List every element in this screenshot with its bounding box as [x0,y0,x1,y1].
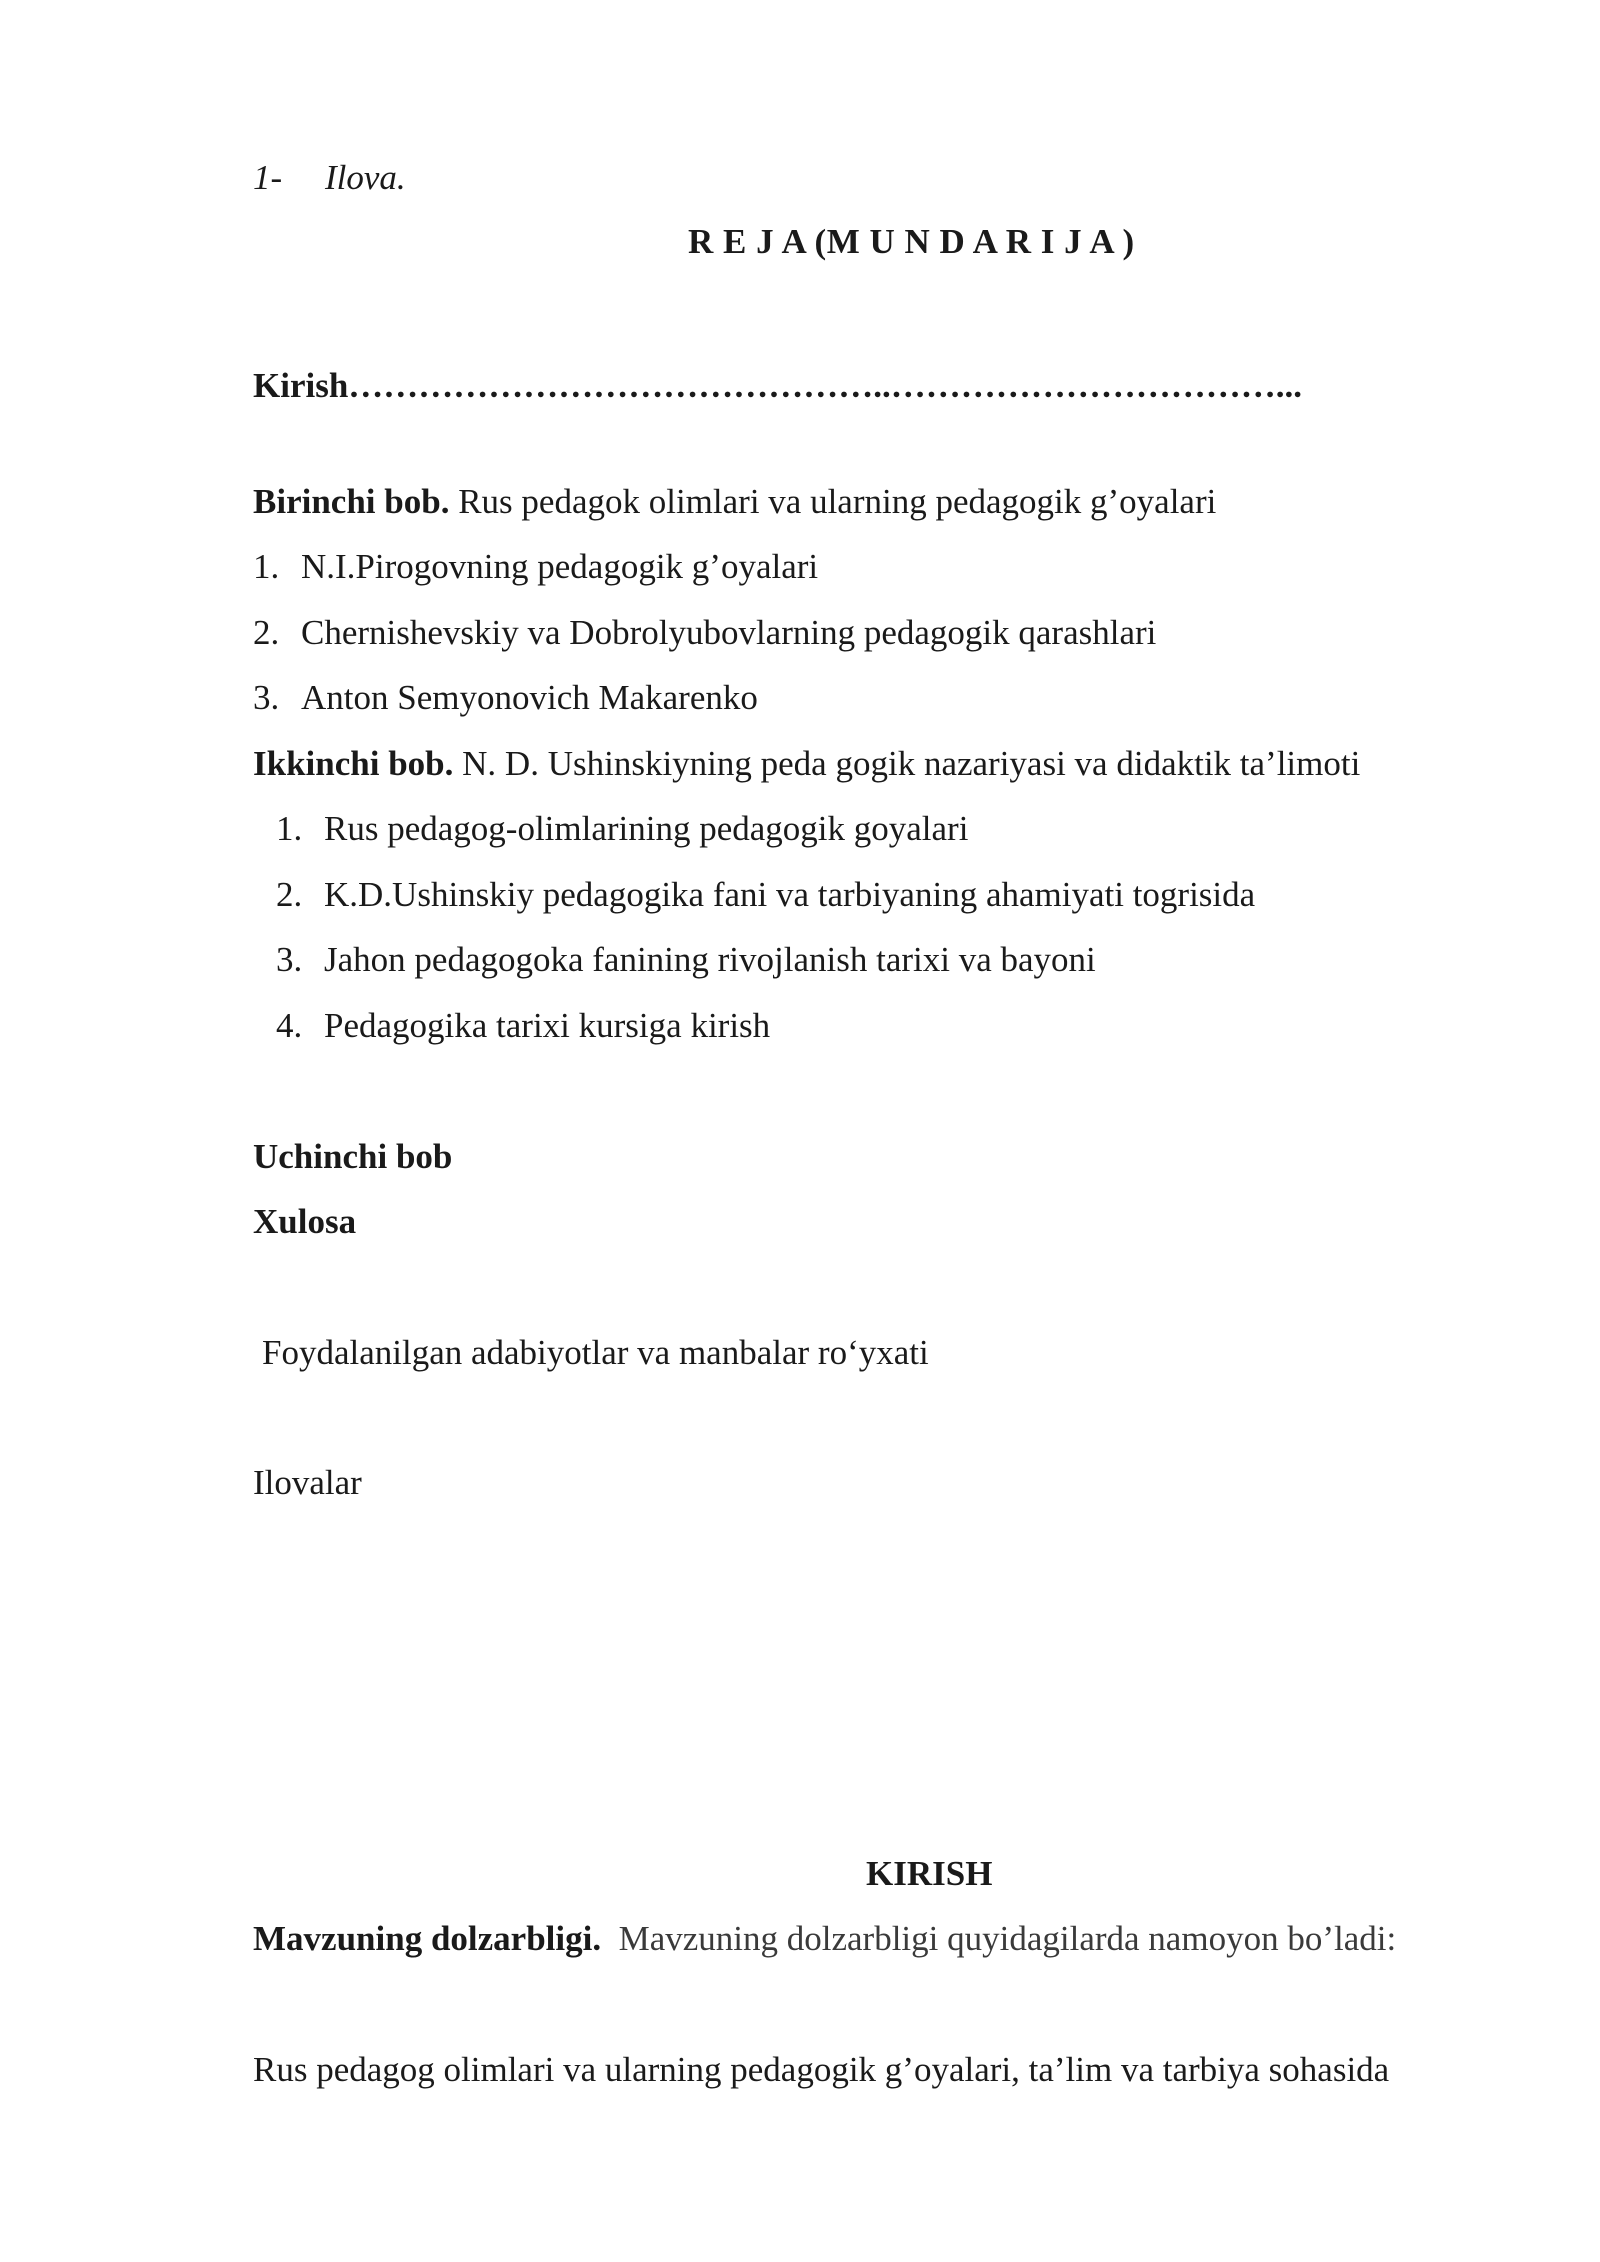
section-heading-kirish: KIRISH [866,1854,993,1893]
chapter-1-label: Birinchi bob. [253,482,450,521]
ilova-label: Ilova. [325,158,406,197]
list-item-text: Chernishevskiy va Dobrolyubovlarning pedagogik qarashlari [301,613,1157,652]
list-item [276,811,968,846]
list-item [253,615,1156,650]
list-item-number: 2. [253,613,280,652]
toc-appendices: Ilovalar [253,1463,362,1502]
ilova-header [253,160,406,195]
list-item-text: K.D.Ushinskiy pedagogika fani va tarbiyaning ahamiyati togrisida [324,875,1256,914]
relevance-text: Mavzuning dolzarbligi quyidagilarda namoyon bo’ladi: [618,1919,1397,1958]
toc-chapter-2 [253,746,1360,781]
list-item-number: 3. [276,940,303,979]
list-item-number: 3. [253,678,280,717]
list-item-text: Jahon pedagogoka fanining rivojlanish tarixi va bayoni [324,940,1096,979]
list-item-number: 2. [276,875,303,914]
page-title: R E J A (M U N D A R I J A ) [688,222,1135,261]
relevance-line [253,1921,1396,1956]
toc-kirish-leader: ………………………………………..……………………………... [348,366,1303,405]
chapter-2-title: N. D. Ushinskiyning peda gogik nazariyasi va didaktik ta’limoti [462,744,1361,783]
toc-chapter-3: Uchinchi bob [253,1137,453,1176]
ilova-number: 1- [253,158,283,197]
list-item [276,877,1255,912]
list-item [253,549,818,584]
intro-paragraph: Rus pedagog olimlari va ularning pedagogik g’oyalari, ta’lim va tarbiya sohasida [253,2050,1390,2089]
list-item-text: Anton Semyonovich Makarenko [301,678,758,717]
list-item-text: N.I.Pirogovning pedagogik g’oyalari [301,547,819,586]
chapter-1-title: Rus pedagok olimlari va ularning pedagogik g’oyalari [458,482,1217,521]
list-item-number: 1. [253,547,280,586]
toc-chapter-1 [253,484,1216,519]
toc-xulosa: Xulosa [253,1202,357,1241]
list-item-text: Pedagogika tarixi kursiga kirish [324,1006,771,1045]
toc-references: Foydalanilgan adabiyotlar va manbalar ro‘yxati [262,1333,929,1372]
toc-kirish-label: Kirish [253,366,349,405]
chapter-2-label: Ikkinchi bob. [253,744,454,783]
list-item [276,1008,770,1043]
list-item-number: 1. [276,809,303,848]
list-item [276,942,1096,977]
relevance-label: Mavzuning dolzarbligi. [253,1919,602,1958]
list-item [253,680,758,715]
toc-kirish [253,368,1302,403]
list-item-text: Rus pedagog-olimlarining pedagogik goyalari [324,809,969,848]
list-item-number: 4. [276,1006,303,1045]
